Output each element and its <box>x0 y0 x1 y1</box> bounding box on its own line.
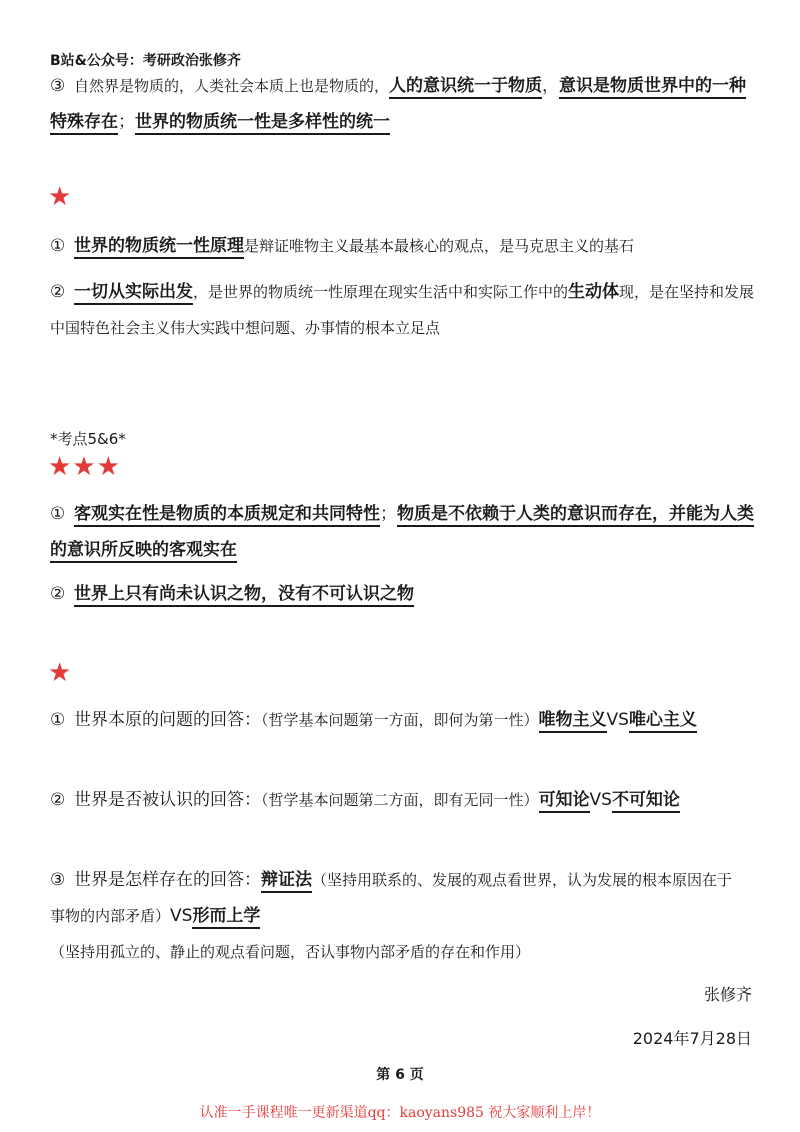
plain-text: 自然界是物质的，人类社会本质上也是物质的， <box>74 77 390 95</box>
bold-text: 意识是物质世界中的一种特殊存在 <box>50 76 746 135</box>
vs-text: VS <box>589 790 612 810</box>
bold-text: 一切从实际出发 <box>74 282 193 305</box>
item-number: ① <box>50 236 66 256</box>
item-number: ③ <box>50 76 66 96</box>
bold-text: 生动体 <box>568 282 620 302</box>
punct: ， <box>542 76 560 96</box>
item-3-material-world <box>50 68 755 140</box>
item-number: ② <box>50 282 66 302</box>
item-1-origin-of-world <box>50 702 755 738</box>
plain-text: 是辩证唯物主义最基本最核心的观点，是马克思主义的基石 <box>244 237 635 255</box>
bold-text: 客观实在性是物质的本质规定和共同特性 <box>74 504 380 527</box>
date: 2024年7月28日 <box>632 1029 752 1048</box>
footer-notice: 认准一手课程唯一更新渠道qq：kaoyans985 祝大家顺利上岸！ <box>199 1105 601 1121</box>
paren-note: （坚持用孤立的、静止的观点看问题，否认事物内部矛盾的存在和作用） <box>50 943 531 961</box>
item-3-mode-of-existence <box>50 862 740 970</box>
item-2-proceed-from-reality <box>50 274 755 346</box>
star-rating-1: ★ <box>48 182 73 212</box>
star-rating-3: ★★★ <box>48 452 121 482</box>
paren-note: （哲学基本问题第二方面，即有无同一性） <box>261 791 539 809</box>
bold-text: 世界上只有尚未认识之物，没有不可认识之物 <box>74 584 414 607</box>
bold-text: 辩证法 <box>261 870 312 893</box>
item-2-knowable <box>50 576 755 612</box>
bold-text: 人的意识统一于物质 <box>389 76 542 99</box>
vs-text: VS <box>606 710 629 730</box>
star-rating-1b: ★ <box>48 658 73 688</box>
plain-text: 世界是否被认识的回答： <box>74 790 261 810</box>
bold-text: 形而上学 <box>192 906 260 929</box>
vs-text: VS <box>170 906 193 926</box>
bold-text: 世界的物质统一性原理 <box>74 236 244 259</box>
bold-text: 唯物主义 <box>539 710 607 733</box>
item-number: ② <box>50 584 66 604</box>
author-signature: 张修齐 <box>703 985 752 1004</box>
item-1-objective-reality <box>50 496 755 568</box>
punct: ； <box>118 112 135 132</box>
plain-text: 现，是在坚持和发展中国特色社会主义伟大实践中想问题、办事情的根本立足点 <box>50 283 755 337</box>
plain-text: ，是世界的物质统一性原理在现实生活中和实际工作中的 <box>193 283 569 301</box>
paren-note: （哲学基本问题第一方面，即何为第一性） <box>261 711 539 729</box>
item-number: ③ <box>50 870 66 890</box>
bold-text: 不可知论 <box>612 790 680 813</box>
header-title: B站&公众号：考研政治张修齐 <box>50 53 241 69</box>
item-1-unity-principle <box>50 228 755 264</box>
bold-text: 世界的物质统一性是多样性的统一 <box>135 112 390 135</box>
punct: ； <box>380 504 397 524</box>
bold-text: 物质是不依赖于人类的意识而存在，并能为人类的意识所反映的客观实在 <box>50 504 754 563</box>
item-2-knowability <box>50 782 755 818</box>
paren-note: （坚持用联系的、发展的观点看世界，认为发展的根本原因在于事物的内部矛盾） <box>50 871 733 925</box>
page-number: 第 6 页 <box>376 1067 424 1083</box>
item-number: ② <box>50 790 66 810</box>
bold-text: 可知论 <box>539 790 590 813</box>
plain-text: 世界本原的问题的回答： <box>74 710 261 730</box>
item-number: ① <box>50 504 66 524</box>
bold-text: 唯心主义 <box>629 710 697 733</box>
exam-point-tag: *考点5&6* <box>50 430 126 448</box>
item-number: ① <box>50 710 66 730</box>
plain-text: 世界是怎样存在的回答： <box>74 870 261 890</box>
